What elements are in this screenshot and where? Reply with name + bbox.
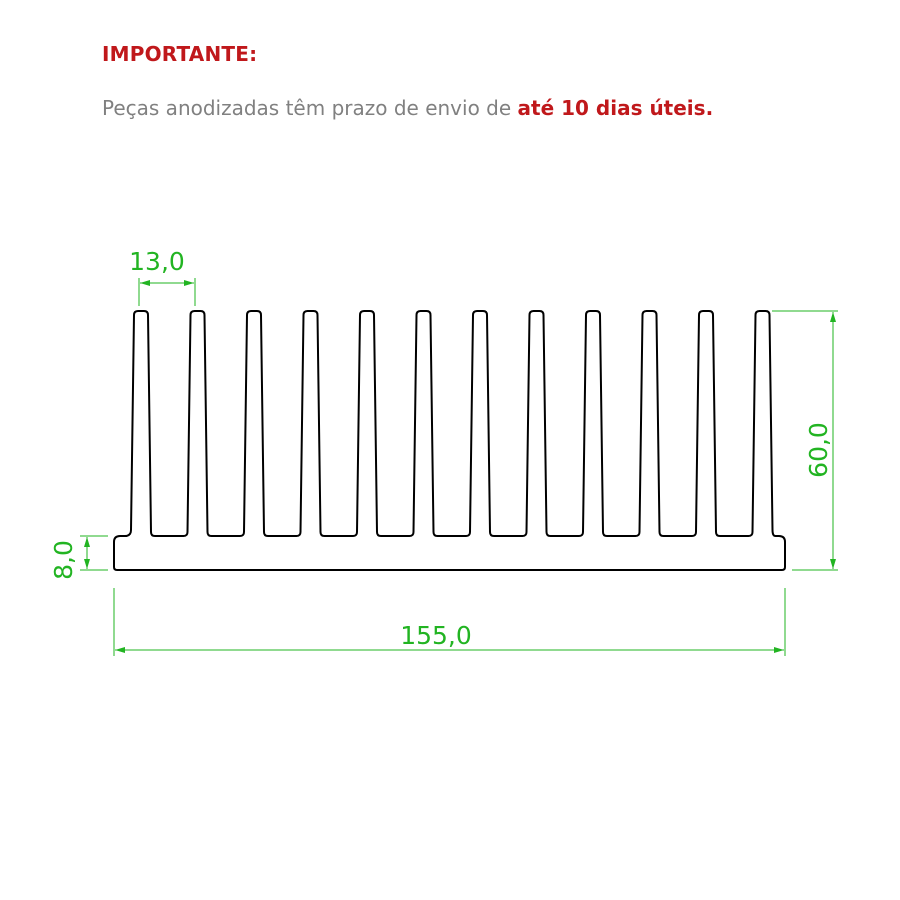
fin-pitch-label: 13,0 [129,247,185,276]
base-thickness-label: 8,0 [49,540,78,580]
heatsink-profile-outline [114,311,785,570]
notice-body-highlight: até 10 dias úteis. [517,96,714,120]
notice-body-prefix: Peças anodizadas têm prazo de envio de [102,96,512,120]
notice-title: IMPORTANTE: [102,42,258,66]
width-label: 155,0 [400,621,472,650]
dimension-lines [80,278,838,656]
height-label: 60,0 [804,422,833,478]
